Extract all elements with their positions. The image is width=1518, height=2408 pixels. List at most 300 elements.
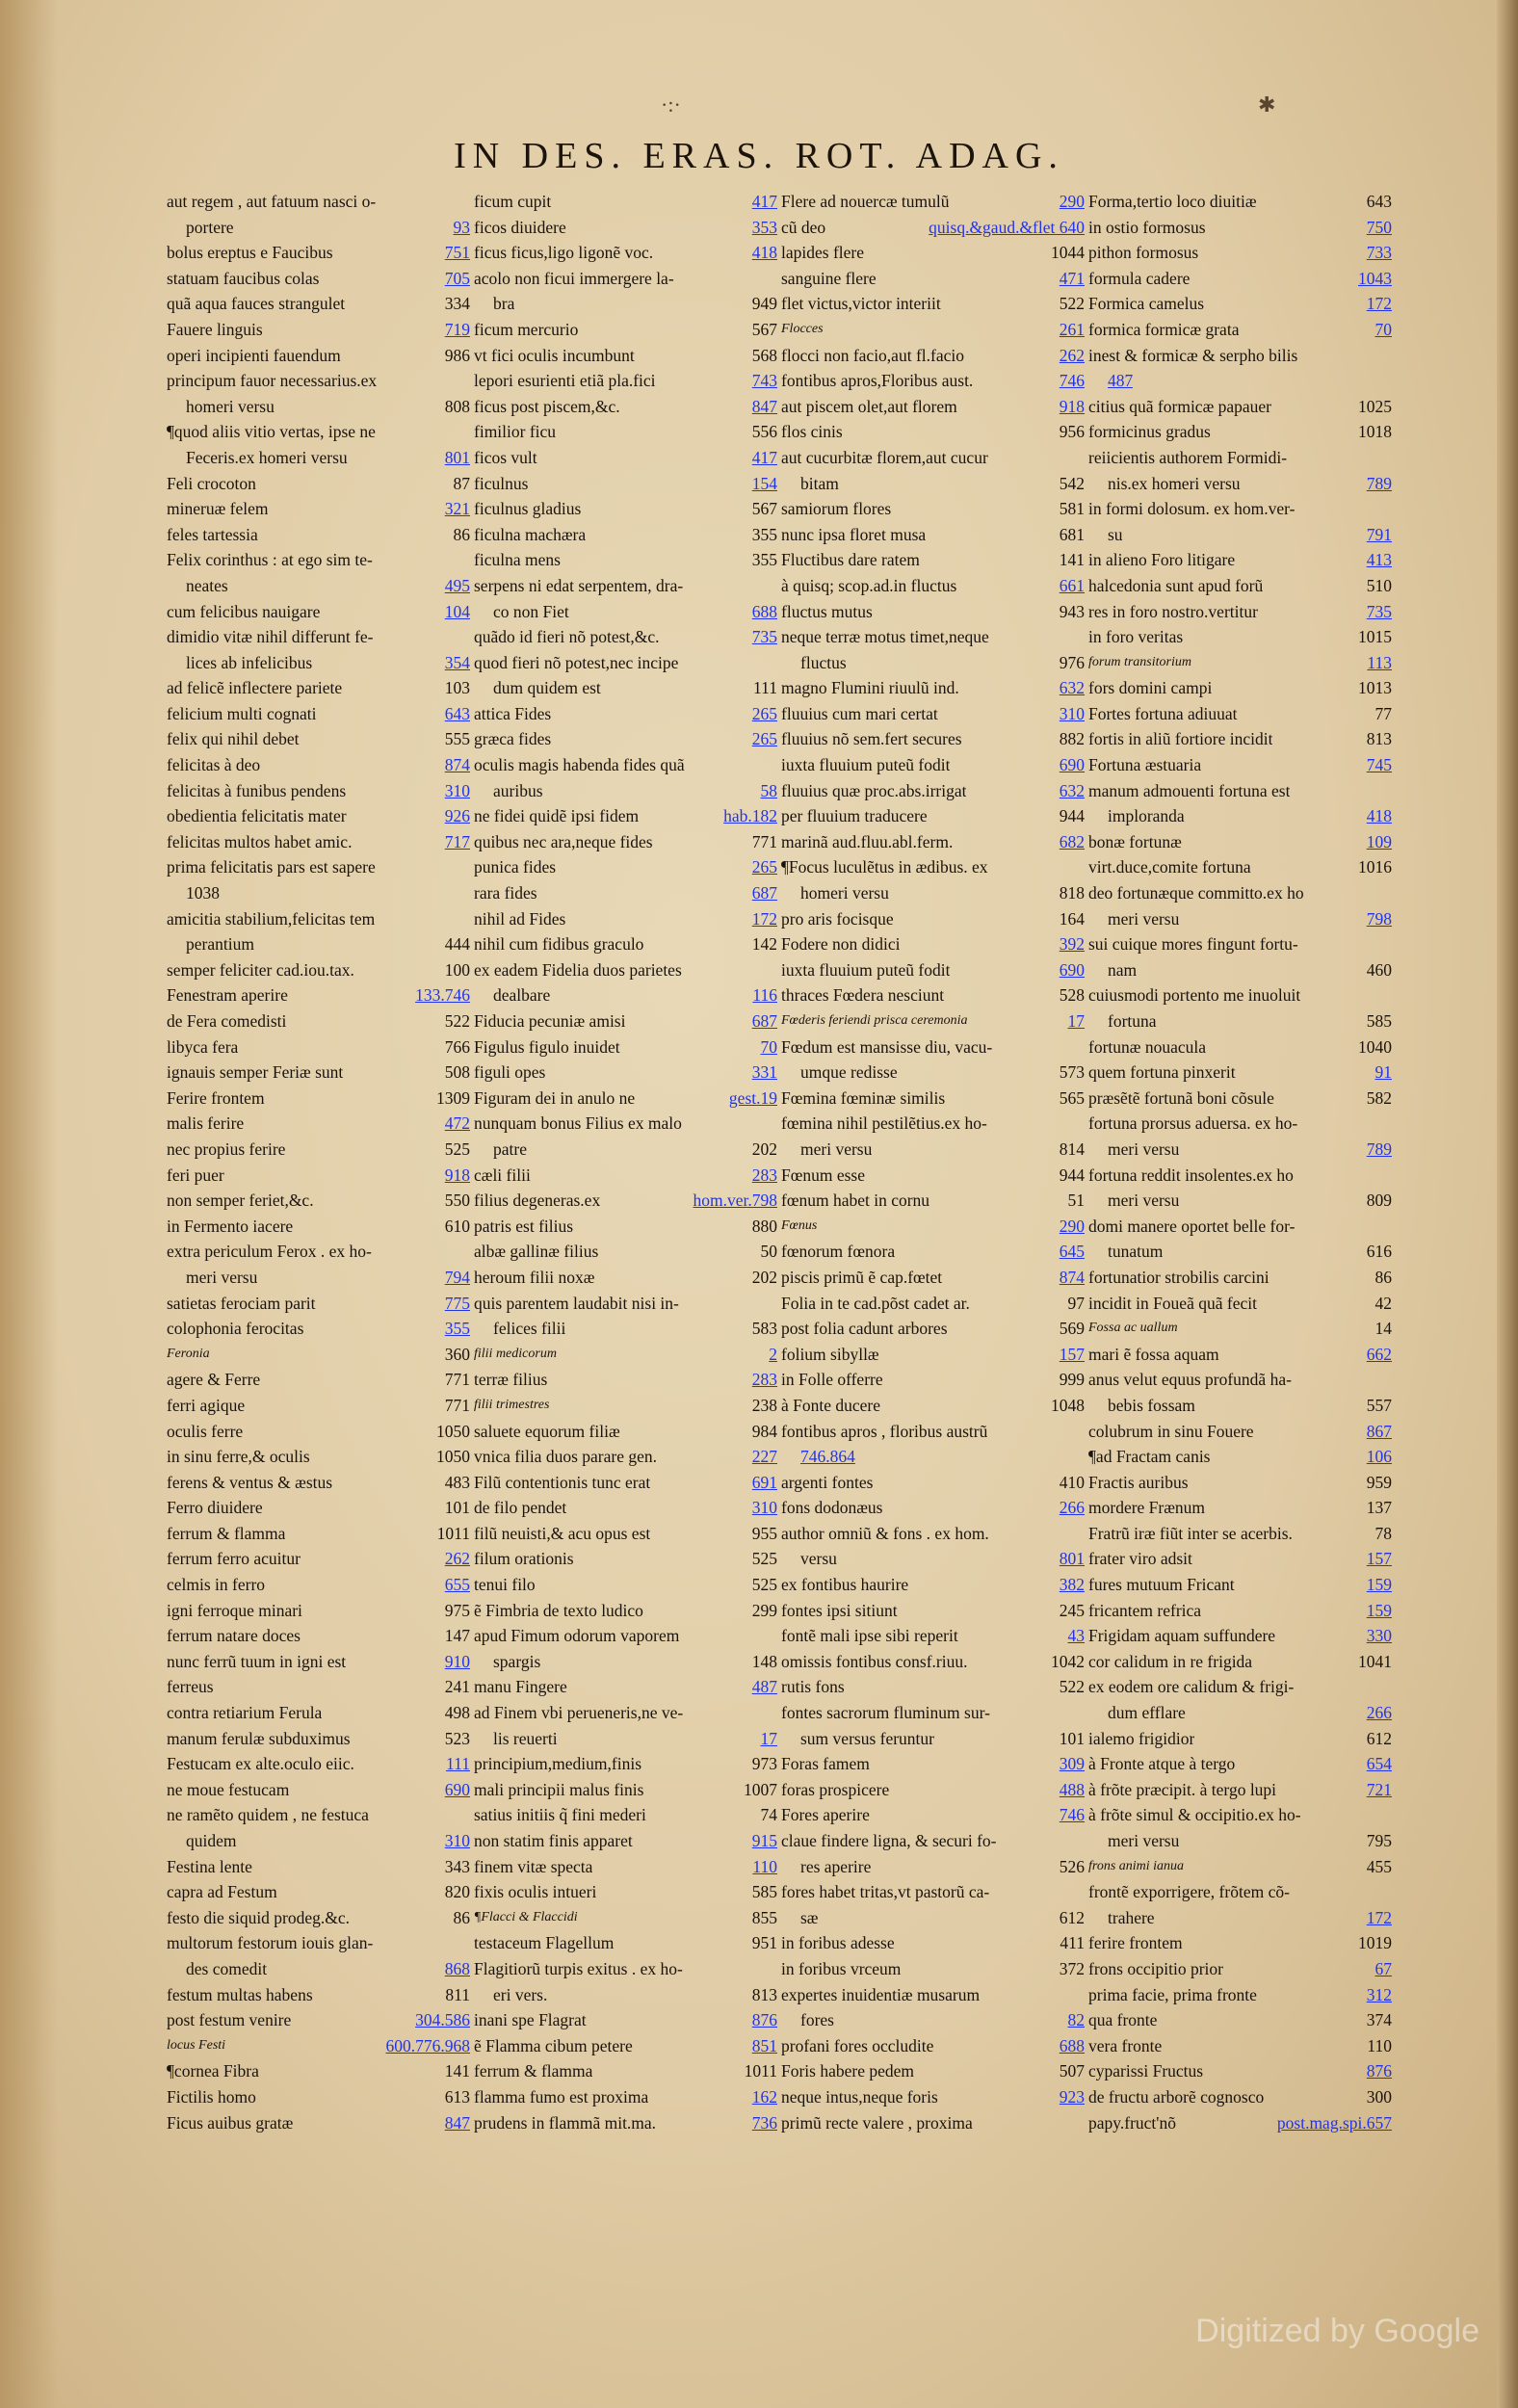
index-entry <box>1088 522 1392 548</box>
entry-text: ferrum ferro acuitur <box>167 1549 301 1569</box>
index-entry <box>474 1060 777 1086</box>
page-link[interactable]: 162 <box>751 2086 777 2107</box>
page-number <box>1386 343 1392 369</box>
page-link[interactable]: 330 <box>1366 1626 1392 1646</box>
index-entry <box>167 445 470 471</box>
page-link[interactable]: 172 <box>1366 1907 1392 1927</box>
page-link[interactable]: 867 <box>1366 1421 1392 1441</box>
page-link[interactable]: 926 <box>444 806 470 826</box>
page-number: 1309 <box>436 1087 470 1108</box>
page-link[interactable]: quisq.&gaud.&flet 640 <box>929 217 1085 237</box>
page-number: 14 <box>1374 1319 1392 1339</box>
index-entry <box>781 778 1085 804</box>
index-entry <box>474 1188 777 1214</box>
index-entry <box>1088 1034 1392 1060</box>
entry-text: felix qui nihil debet <box>167 729 300 749</box>
page-link[interactable]: 632 <box>1059 780 1085 800</box>
entry-text: fluctus <box>800 652 847 672</box>
page-link[interactable]: 116 <box>752 985 777 1006</box>
index-entry <box>167 240 470 266</box>
page-number: 141 <box>1059 550 1085 570</box>
page-link[interactable]: 290 <box>1059 1216 1085 1236</box>
page-number: 148 <box>751 1651 777 1671</box>
entry-text: ficulnus gladius <box>474 499 582 519</box>
page-number <box>464 1930 470 1956</box>
page-link[interactable]: 154 <box>751 473 777 493</box>
page-number <box>1386 1674 1392 1700</box>
entry-text: figuli opes <box>474 1062 546 1083</box>
page-link[interactable]: 310 <box>751 1498 777 1518</box>
page-number: 202 <box>751 1267 777 1287</box>
entry-text: libyca fera <box>167 1036 239 1057</box>
page-link[interactable]: 682 <box>1059 831 1085 851</box>
page-link[interactable]: 159 <box>1366 1575 1392 1595</box>
page-link[interactable]: 70 <box>760 1036 777 1057</box>
page-link[interactable]: 690 <box>1059 959 1085 980</box>
page-link[interactable]: 312 <box>1366 1984 1392 2004</box>
entry-text: samiorum flores <box>781 499 892 519</box>
page-link[interactable]: 794 <box>444 1267 470 1287</box>
page-gutter-shadow <box>0 0 58 2408</box>
entry-text: aut cucurbitæ florem,aut cucur <box>781 447 988 467</box>
index-entry <box>167 982 470 1008</box>
entry-text: filii trimestres <box>474 1397 550 1412</box>
page-link[interactable]: 662 <box>1366 1344 1392 1364</box>
index-column-2 <box>474 189 777 2135</box>
page-link[interactable]: 82 <box>1067 2010 1085 2030</box>
entry-text: inani spe Flagrat <box>474 2010 587 2030</box>
page-link[interactable]: 487 <box>751 1677 777 1697</box>
entry-text: cum felicibus nauigare <box>167 601 321 621</box>
index-entry <box>781 291 1085 317</box>
page-number: 74 <box>760 1805 777 1825</box>
page-link[interactable]: 109 <box>1366 831 1392 851</box>
index-entry <box>1088 1214 1392 1240</box>
page-link[interactable]: 801 <box>1059 1549 1085 1569</box>
entry-text: ex fontibus haurire <box>781 1575 909 1595</box>
entry-text: attica Fides <box>474 703 552 723</box>
page-link[interactable]: 413 <box>1366 550 1392 570</box>
page-number: 951 <box>751 1933 777 1953</box>
page-link[interactable]: 789 <box>1366 1139 1392 1159</box>
index-entry <box>781 1419 1085 1445</box>
entry-text: fortis in aliũ fortiore incidit <box>1088 729 1273 749</box>
watermark: Digitized by Google <box>1195 2313 1479 2349</box>
page-number: 78 <box>1374 1523 1392 1543</box>
page-link[interactable]: 2 <box>769 1344 777 1364</box>
page-number: 612 <box>1059 1907 1085 1927</box>
index-entry <box>167 1777 470 1803</box>
entry-text: Festina lente <box>167 1856 252 1876</box>
page-link[interactable]: 290 <box>1059 192 1085 211</box>
page-number: 1018 <box>1358 422 1392 442</box>
page-number: 355 <box>751 550 777 570</box>
entry-text: filii medicorum <box>474 1346 557 1361</box>
index-entry <box>1088 368 1392 394</box>
index-entry <box>474 1393 777 1419</box>
page-link[interactable]: 67 <box>1374 1958 1392 1978</box>
page-number <box>464 189 470 215</box>
index-entry <box>474 624 777 650</box>
page-link[interactable]: 789 <box>1366 473 1392 493</box>
page-link[interactable]: 310 <box>1059 703 1085 723</box>
index-entry <box>474 266 777 292</box>
entry-text: testaceum Flagellum <box>474 1933 615 1953</box>
page-link[interactable]: 733 <box>1366 243 1392 263</box>
entry-text: multorum festorum iouis glan- <box>167 1933 374 1953</box>
entry-text: Fœnum esse <box>781 1165 866 1185</box>
index-entry <box>781 1802 1085 1828</box>
entry-text: sanguine flere <box>781 268 877 288</box>
page-link[interactable]: 104 <box>444 601 470 621</box>
running-header: IN DES. ERAS. ROT. ADAG. <box>454 136 1064 176</box>
page-link[interactable]: 262 <box>1059 345 1085 365</box>
entry-text: ẽ Flamma cibum petere <box>474 2035 633 2055</box>
index-entry <box>474 1495 777 1521</box>
index-entry <box>781 1649 1085 1675</box>
page-link[interactable]: 417 <box>751 192 777 211</box>
page-number <box>1386 1367 1392 1393</box>
page-link[interactable]: 110 <box>752 1856 777 1876</box>
index-entry <box>167 1060 470 1086</box>
page-link[interactable]: 331 <box>751 1062 777 1083</box>
ink-speck: ✱ <box>1258 92 1276 117</box>
page-number <box>772 266 777 292</box>
page-link[interactable]: 743 <box>751 371 777 391</box>
entry-text: formica formicæ grata <box>1088 319 1240 339</box>
page-link[interactable]: 655 <box>444 1575 470 1595</box>
page-link[interactable]: 876 <box>1366 2061 1392 2081</box>
index-entry <box>1088 982 1392 1008</box>
index-entry <box>167 1879 470 1905</box>
page-link[interactable]: 717 <box>444 831 470 851</box>
index-entry <box>474 343 777 369</box>
page-link[interactable]: 262 <box>444 1549 470 1569</box>
page-number: 1007 <box>744 1779 777 1799</box>
page-link[interactable]: 172 <box>751 908 777 929</box>
page-link[interactable]: 918 <box>444 1165 470 1185</box>
page-link[interactable]: 847 <box>751 396 777 416</box>
page-link[interactable]: 353 <box>751 217 777 237</box>
page-link[interactable]: 111 <box>446 1754 470 1774</box>
entry-text: amicitia stabilium,felicitas tem <box>167 908 376 929</box>
page-link[interactable]: 17 <box>760 1728 777 1748</box>
page-link[interactable]: 418 <box>751 243 777 263</box>
index-entry <box>474 240 777 266</box>
entry-text: post folia cadunt arbores <box>781 1319 948 1339</box>
page-link[interactable]: 719 <box>444 319 470 339</box>
entry-text: piscis primũ ẽ cap.fœtet <box>781 1267 943 1287</box>
index-entry <box>1088 573 1392 599</box>
index-entry <box>1088 880 1392 906</box>
index-entry <box>167 1649 470 1675</box>
page-number: 238 <box>751 1395 777 1415</box>
page-link[interactable]: 654 <box>1366 1754 1392 1774</box>
page-link[interactable]: 691 <box>751 1472 777 1492</box>
page-link[interactable]: 751 <box>444 243 470 263</box>
page-number: 973 <box>751 1754 777 1774</box>
page-link[interactable]: 283 <box>751 1370 777 1390</box>
page-link[interactable]: 735 <box>751 627 777 647</box>
entry-text: cor calidum in re frigida <box>1088 1651 1253 1671</box>
entry-text: nunc ferrũ tuum in igni est <box>167 1651 347 1671</box>
index-entry <box>167 1367 470 1393</box>
index-entry <box>781 215 1085 241</box>
page-link[interactable]: 775 <box>444 1293 470 1313</box>
index-entry <box>781 726 1085 752</box>
page-link[interactable]: 93 <box>453 217 470 237</box>
index-entry <box>474 496 777 522</box>
page-link[interactable]: 265 <box>751 703 777 723</box>
entry-text: Flagitiorũ turpis exitus . ex ho- <box>474 1958 683 1978</box>
entry-text: de filo pendet <box>474 1498 567 1518</box>
page-link[interactable]: 791 <box>1366 524 1392 544</box>
index-entry <box>474 1649 777 1675</box>
page-link[interactable]: 690 <box>444 1779 470 1799</box>
page-link[interactable]: 645 <box>1059 1242 1085 1262</box>
page-link[interactable]: 847 <box>444 2112 470 2133</box>
page-link[interactable]: 661 <box>1059 575 1085 595</box>
page-number <box>1386 1214 1392 1240</box>
page-number: 510 <box>1366 575 1392 595</box>
entry-text: à quisq; scop.ad.in fluctus <box>781 575 957 595</box>
entry-text[interactable]: 746.864 <box>800 1447 855 1467</box>
page-number: 97 <box>1067 1293 1085 1313</box>
page-link[interactable]: 418 <box>1366 806 1392 826</box>
index-entry <box>474 215 777 241</box>
page-link[interactable]: 265 <box>751 857 777 877</box>
entry-text: fluuius cum mari certat <box>781 703 938 723</box>
page-number: 374 <box>1366 2010 1392 2030</box>
page-number: 882 <box>1059 729 1085 749</box>
index-entry <box>474 1700 777 1726</box>
entry-text: fores habet tritas,vt pastorũ ca- <box>781 1882 990 1902</box>
entry-text: nihil cum fidibus graculo <box>474 934 644 955</box>
page-link[interactable]: 157 <box>1059 1344 1085 1364</box>
page-number <box>464 368 470 394</box>
entry-text: capra ad Festum <box>167 1882 277 1902</box>
page-link[interactable]: 265 <box>751 729 777 749</box>
page-link[interactable]: 851 <box>751 2035 777 2055</box>
page-link[interactable]: 868 <box>444 1958 470 1978</box>
page-link[interactable]: hom.ver.798 <box>693 1191 777 1211</box>
page-link[interactable] <box>1079 1444 1085 1470</box>
page-number: 581 <box>1059 499 1085 519</box>
page-link[interactable]: 643 <box>444 703 470 723</box>
page-link[interactable]: gest.19 <box>728 1087 777 1108</box>
page-link[interactable]: 801 <box>444 447 470 467</box>
index-entry <box>1088 1982 1392 2008</box>
page-number: 944 <box>1059 806 1085 826</box>
page-link[interactable]: 355 <box>444 1319 470 1339</box>
entry-text: nis.ex homeri versu <box>1108 473 1241 493</box>
page-link[interactable]: hab.182 <box>723 806 777 826</box>
index-entry <box>474 522 777 548</box>
page-link[interactable]: 261 <box>1059 319 1085 339</box>
page-link[interactable]: 876 <box>751 2010 777 2030</box>
page-link[interactable]: 746 <box>1059 1805 1085 1825</box>
page-link[interactable]: 417 <box>751 447 777 467</box>
page-link[interactable]: 687 <box>751 1011 777 1031</box>
entry-text: anus velut equus profundã ha- <box>1088 1370 1292 1390</box>
entry-text: acolo non ficui immergere la- <box>474 268 674 288</box>
page-link[interactable]: 310 <box>444 1831 470 1850</box>
page-link[interactable]: 688 <box>751 601 777 621</box>
index-entry <box>474 1930 777 1956</box>
index-entry <box>781 1086 1085 1112</box>
index-entry <box>474 726 777 752</box>
entry-text: ferens & ventus & æstus <box>167 1472 333 1492</box>
page-link[interactable] <box>1386 368 1392 394</box>
entry-text: Fœmina fœminæ similis <box>781 1087 946 1108</box>
page-number: 986 <box>444 345 470 365</box>
entry-text: des comedit <box>186 1958 268 1978</box>
page-link[interactable]: 687 <box>751 883 777 903</box>
index-entry <box>1088 1598 1392 1624</box>
page-link[interactable]: 157 <box>1366 1549 1392 1569</box>
page-link[interactable]: 705 <box>444 268 470 288</box>
index-entry <box>781 419 1085 445</box>
page-link[interactable]: 746 <box>1059 371 1085 391</box>
index-entry <box>474 752 777 778</box>
page-link[interactable]: 910 <box>444 1651 470 1671</box>
entry-text: fontẽ mali ipse sibi reperit <box>781 1626 958 1646</box>
entry-text: manu Fingere <box>474 1677 567 1697</box>
page-link[interactable]: 735 <box>1366 601 1392 621</box>
entry-text: dimidio vitæ nihil differunt fe- <box>167 627 374 647</box>
page-number: 1048 <box>1051 1395 1085 1415</box>
page-link[interactable]: 310 <box>444 780 470 800</box>
page-link[interactable]: 133.746 <box>415 985 470 1006</box>
page-number: 523 <box>444 1728 470 1748</box>
page-number: 300 <box>1366 2086 1392 2107</box>
page-link[interactable]: 721 <box>1366 1779 1392 1799</box>
page-link[interactable]: 159 <box>1366 1600 1392 1620</box>
page-link[interactable]: 750 <box>1366 217 1392 237</box>
entry-text: 1038 <box>186 883 220 903</box>
page-number: 299 <box>751 1600 777 1620</box>
entry-text: nunquam bonus Filius ex malo <box>474 1113 682 1134</box>
page-link[interactable]: 736 <box>751 2112 777 2133</box>
page-link[interactable]: 266 <box>1059 1498 1085 1518</box>
index-entry <box>781 1393 1085 1419</box>
page-link[interactable]: 392 <box>1059 934 1085 955</box>
page-link[interactable]: 283 <box>751 1165 777 1185</box>
entry-text: colubrum in sinu Fouere <box>1088 1421 1254 1441</box>
page-number: 164 <box>1059 908 1085 929</box>
entry-text: thraces Fœdera nesciunt <box>781 985 945 1006</box>
index-entry <box>167 317 470 343</box>
entry-text: filũ neuisti,& acu opus est <box>474 1523 651 1543</box>
page-link[interactable]: 172 <box>1366 294 1392 314</box>
page-number: 612 <box>1366 1728 1392 1748</box>
page-link[interactable]: 321 <box>444 499 470 519</box>
page-link[interactable]: 600.776.968 <box>385 2035 470 2055</box>
page-link[interactable]: 918 <box>1059 396 1085 416</box>
entry-text: neque intus,neque foris <box>781 2086 938 2107</box>
page-link[interactable]: 798 <box>1366 908 1392 929</box>
page-link[interactable]: 106 <box>1366 1447 1392 1467</box>
page-link[interactable]: 745 <box>1366 755 1392 775</box>
page-number: 525 <box>751 1575 777 1595</box>
page-number <box>1079 1700 1085 1726</box>
page-number: 943 <box>1059 601 1085 621</box>
entry-text: vt fici oculis incumbunt <box>474 345 635 365</box>
entry-text: fixis oculis intueri <box>474 1882 597 1902</box>
entry-text: operi incipienti fauendum <box>167 345 341 365</box>
page-link[interactable]: 266 <box>1366 1703 1392 1723</box>
index-entry <box>167 624 470 650</box>
page-link[interactable]: 495 <box>444 575 470 595</box>
index-entry <box>1088 1700 1392 1726</box>
index-entry <box>781 343 1085 369</box>
page-link[interactable]: 915 <box>751 1831 777 1850</box>
index-entry <box>474 1291 777 1317</box>
page-link[interactable]: 91 <box>1374 1062 1392 1083</box>
entry-text: profani fores occludite <box>781 2035 934 2055</box>
index-entry <box>474 1982 777 2008</box>
entry-text: flamma fumo est proxima <box>474 2086 649 2107</box>
page-link[interactable]: 471 <box>1059 268 1085 288</box>
entry-text: bonæ fortunæ <box>1088 831 1182 851</box>
page-link[interactable]: 382 <box>1059 1575 1085 1595</box>
index-entry <box>1088 1854 1392 1880</box>
page-link[interactable]: 472 <box>444 1113 470 1134</box>
page-link[interactable]: 488 <box>1059 1779 1085 1799</box>
page-link[interactable]: 304.586 <box>415 2010 470 2030</box>
index-entry <box>1088 1316 1392 1342</box>
page-number: 1050 <box>436 1421 470 1441</box>
page-number: 334 <box>444 294 470 314</box>
page-link[interactable]: 874 <box>1059 1267 1085 1287</box>
page-link[interactable]: 632 <box>1059 678 1085 698</box>
entry-text[interactable]: 487 <box>1108 371 1134 391</box>
page-link[interactable]: 17 <box>1067 1011 1085 1031</box>
page-link[interactable]: 688 <box>1059 2035 1085 2055</box>
index-entry <box>781 1342 1085 1368</box>
page-link[interactable]: 309 <box>1059 1754 1085 1774</box>
page-link[interactable]: 58 <box>760 780 777 800</box>
entry-text: Formica camelus <box>1088 294 1205 314</box>
index-entry <box>1088 291 1392 317</box>
entry-text: bra <box>493 294 515 314</box>
page-link[interactable]: 354 <box>444 652 470 672</box>
page-link[interactable]: 874 <box>444 755 470 775</box>
entry-text: res aperire <box>800 1856 872 1876</box>
page-link[interactable]: 227 <box>751 1447 777 1467</box>
page-link[interactable]: post.mag.spi.657 <box>1276 2112 1392 2133</box>
page-number: 956 <box>1059 422 1085 442</box>
page-link[interactable]: 923 <box>1059 2086 1085 2107</box>
index-entry <box>781 906 1085 932</box>
page-link[interactable]: 690 <box>1059 755 1085 775</box>
page-number <box>1079 1111 1085 1137</box>
entry-text: ¶Focus luculẽtus in ædibus. ex <box>781 857 988 877</box>
entry-text: Fœnus <box>781 1217 818 1233</box>
page-link[interactable]: 70 <box>1374 319 1392 339</box>
page-link[interactable]: 43 <box>1067 1626 1085 1646</box>
entry-text: marinã aud.fluu.abl.ferm. <box>781 831 954 851</box>
index-entry <box>474 1828 777 1854</box>
page-link[interactable]: 113 <box>1367 652 1392 672</box>
page-number: 616 <box>1366 1242 1392 1262</box>
page-link[interactable]: 1043 <box>1358 268 1392 288</box>
index-entry <box>781 854 1085 880</box>
entry-text: ferreus <box>167 1677 214 1697</box>
index-entry <box>167 1700 470 1726</box>
entry-text: lapides flere <box>781 243 864 263</box>
ink-speck: ·:· <box>661 92 681 117</box>
